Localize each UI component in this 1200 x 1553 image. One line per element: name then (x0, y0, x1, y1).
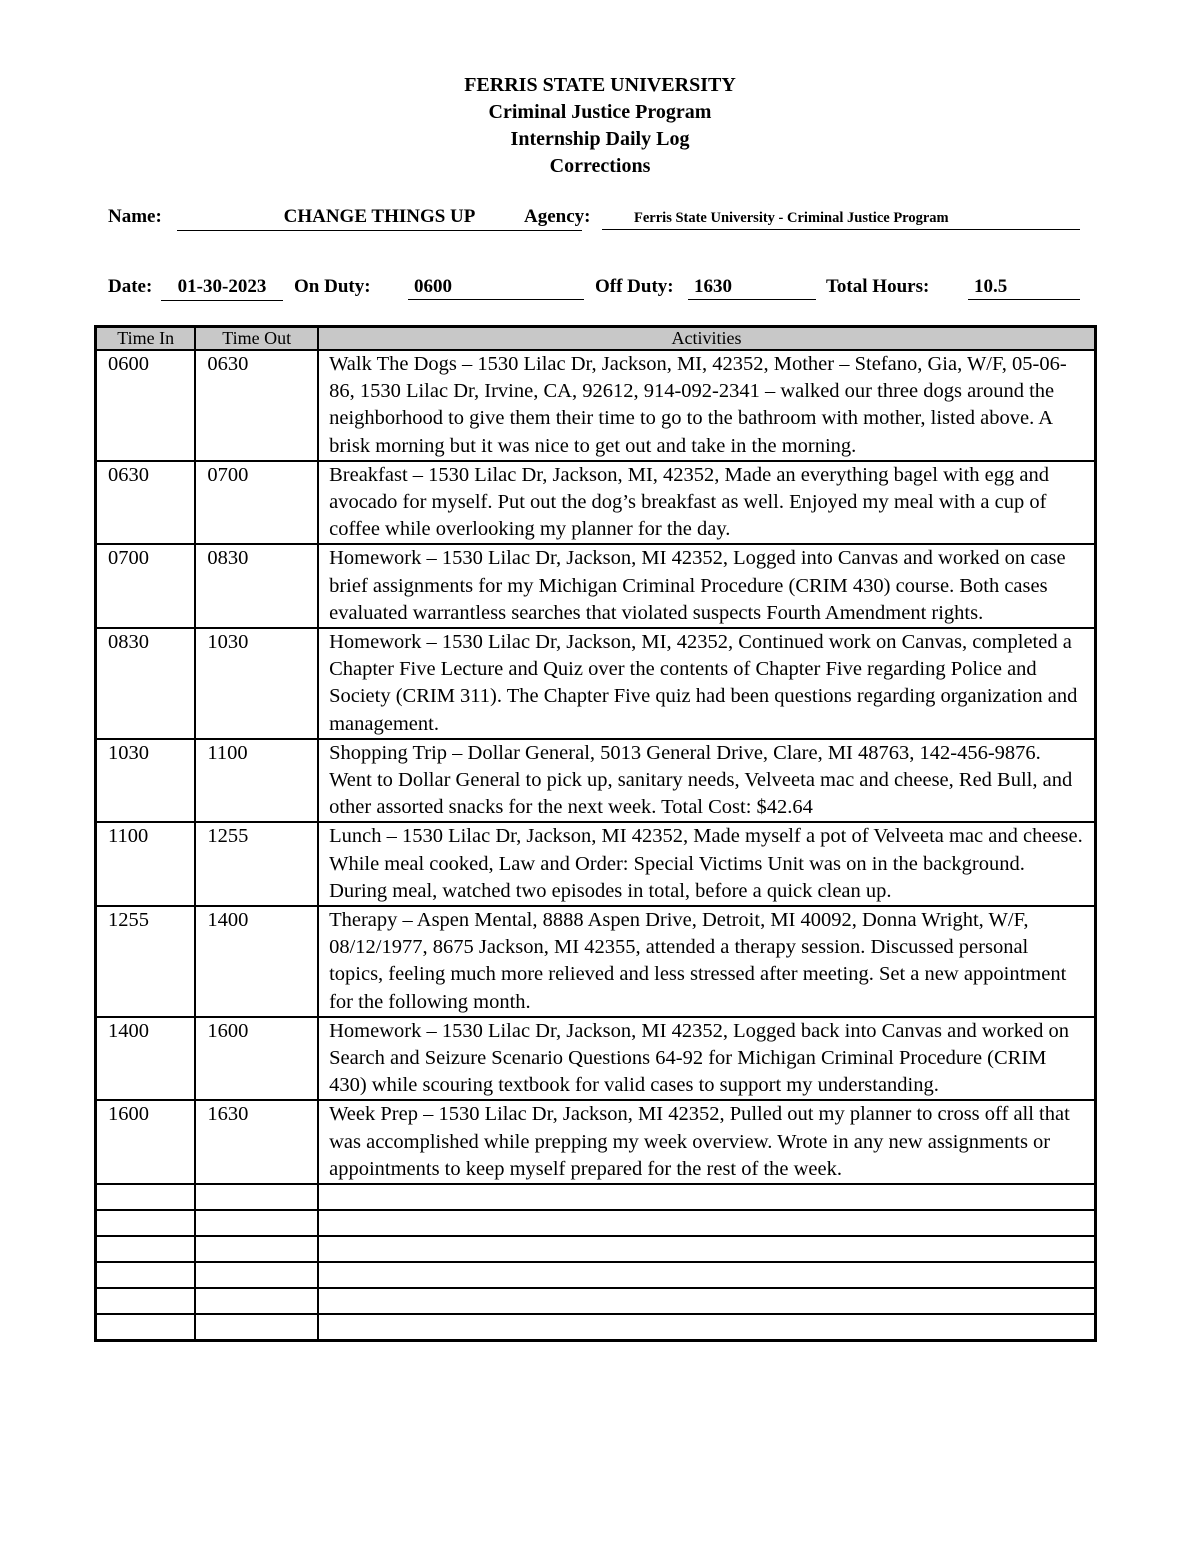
name-label: Name: (108, 206, 162, 227)
time-in-cell[interactable] (96, 1184, 196, 1210)
table-row (96, 739, 1096, 823)
empty-table-row (96, 1184, 1096, 1210)
table-header-row (96, 327, 1096, 351)
time-out-cell[interactable]: 1600 (195, 1017, 318, 1101)
name-field[interactable]: CHANGE THINGS UP (177, 206, 582, 231)
off-duty-label: Off Duty: (595, 276, 674, 297)
unit-title: Corrections (549, 155, 651, 177)
table-row (96, 461, 1096, 545)
time-in-cell[interactable]: 0700 (96, 544, 196, 628)
table-row (96, 350, 1096, 461)
time-in-cell[interactable]: 1255 (96, 906, 196, 1017)
time-in-cell[interactable]: 0630 (96, 461, 196, 545)
on-duty-field[interactable]: 0600 (408, 276, 584, 300)
table-row (96, 906, 1096, 1017)
activity-cell[interactable] (318, 1314, 1095, 1341)
activity-cell[interactable]: Homework – 1530 Lilac Dr, Jackson, MI, 42352, Continued work on Canvas, completed a Chapter Five Lecture and Quiz over the contents of Chapter Five regarding Police and Society (CRIM 311). The Chapter Five quiz had been questions regarding organization and management. (318, 628, 1095, 739)
total-hours-field[interactable]: 10.5 (968, 276, 1080, 300)
time-out-cell[interactable]: 0830 (195, 544, 318, 628)
time-in-cell[interactable]: 0830 (96, 628, 196, 739)
time-in-cell[interactable]: 0600 (96, 350, 196, 461)
log-title: Internship Daily Log (510, 128, 690, 150)
on-duty-label: On Duty: (294, 276, 371, 297)
time-in-cell[interactable] (96, 1288, 196, 1314)
time-in-cell[interactable] (96, 1236, 196, 1262)
date-label: Date: (108, 276, 153, 297)
time-out-cell[interactable]: 0630 (195, 350, 318, 461)
date-field[interactable]: 01-30-2023 (161, 276, 283, 301)
time-out-cell[interactable]: 1100 (195, 739, 318, 823)
table-row (96, 1017, 1096, 1101)
time-out-header: Time Out (195, 327, 318, 351)
empty-table-row (96, 1314, 1096, 1341)
time-in-cell[interactable]: 1400 (96, 1017, 196, 1101)
table-row (96, 822, 1096, 906)
agency-field[interactable]: Ferris State University - Criminal Justice Program (602, 206, 1080, 230)
total-hours-label: Total Hours: (826, 276, 930, 297)
time-out-cell[interactable] (195, 1288, 318, 1314)
program-title: Criminal Justice Program (488, 101, 712, 123)
time-in-cell[interactable]: 1100 (96, 822, 196, 906)
activity-cell[interactable] (318, 1184, 1095, 1210)
time-in-cell[interactable] (96, 1314, 196, 1341)
time-out-cell[interactable] (195, 1262, 318, 1288)
table-row (96, 628, 1096, 739)
empty-table-row (96, 1210, 1096, 1236)
time-out-cell[interactable] (195, 1314, 318, 1341)
activity-cell[interactable]: Shopping Trip – Dollar General, 5013 General Drive, Clare, MI 48763, 142-456-9876. Went to Dollar General to pick up, sanitary needs, Velveeta mac and cheese, Red Bull, and other assorted snacks for the next week. Total Cost: $42.64 (318, 739, 1095, 823)
activity-cell[interactable] (318, 1236, 1095, 1262)
time-in-cell[interactable]: 1600 (96, 1100, 196, 1184)
time-out-cell[interactable]: 1255 (195, 822, 318, 906)
time-out-cell[interactable]: 0700 (195, 461, 318, 545)
activity-cell[interactable]: Homework – 1530 Lilac Dr, Jackson, MI 42352, Logged into Canvas and worked on case brief assignments for my Michigan Criminal Procedure (CRIM 430) course. Both cases evaluated warrantless searches that violated suspects Fourth Amendment rights. (318, 544, 1095, 628)
time-out-cell[interactable]: 1400 (195, 906, 318, 1017)
activity-cell[interactable] (318, 1288, 1095, 1314)
activity-cell[interactable]: Therapy – Aspen Mental, 8888 Aspen Drive, Detroit, MI 40092, Donna Wright, W/F, 08/12/1977, 8675 Jackson, MI 42355, attended a therapy session. Discussed personal topics, feeling much more relieved and less stressed after meeting. Set a new appointment for the following month. (318, 906, 1095, 1017)
time-out-cell[interactable] (195, 1236, 318, 1262)
document-header (0, 72, 1200, 180)
activity-cell[interactable]: Breakfast – 1530 Lilac Dr, Jackson, MI, 42352, Made an everything bagel with egg and avocado for myself. Put out the dog’s breakfast as well. Enjoyed my meal with a cup of coffee while overlooking my planner for the day. (318, 461, 1095, 545)
empty-table-row (96, 1236, 1096, 1262)
time-in-cell[interactable] (96, 1210, 196, 1236)
empty-table-row (96, 1262, 1096, 1288)
time-out-cell[interactable]: 1030 (195, 628, 318, 739)
activity-cell[interactable] (318, 1262, 1095, 1288)
time-in-cell[interactable] (96, 1262, 196, 1288)
time-out-cell[interactable] (195, 1184, 318, 1210)
activity-cell[interactable]: Week Prep – 1530 Lilac Dr, Jackson, MI 42352, Pulled out my planner to cross off all that was accomplished while prepping my week overview. Wrote in any new assignments or appointments to keep myself prepared for the rest of the week. (318, 1100, 1095, 1184)
activity-cell[interactable] (318, 1210, 1095, 1236)
time-in-cell[interactable]: 1030 (96, 739, 196, 823)
activity-cell[interactable]: Lunch – 1530 Lilac Dr, Jackson, MI 42352, Made myself a pot of Velveeta mac and cheese. While meal cooked, Law and Order: Special Victims Unit was on in the background. During meal, watched two episodes in total, before a quick clean up. (318, 822, 1095, 906)
activity-cell[interactable]: Homework – 1530 Lilac Dr, Jackson, MI 42352, Logged back into Canvas and worked on Search and Seizure Scenario Questions 64-92 for Michigan Criminal Procedure (CRIM 430) while scouring textbook for valid cases to support my understanding. (318, 1017, 1095, 1101)
table-row (96, 544, 1096, 628)
time-out-cell[interactable]: 1630 (195, 1100, 318, 1184)
table-row (96, 1100, 1096, 1184)
university-title: FERRIS STATE UNIVERSITY (464, 74, 736, 96)
activities-header: Activities (318, 327, 1095, 351)
agency-label: Agency: (524, 206, 591, 227)
empty-table-row (96, 1288, 1096, 1314)
off-duty-field[interactable]: 1630 (688, 276, 816, 300)
activity-cell[interactable]: Walk The Dogs – 1530 Lilac Dr, Jackson, MI, 42352, Mother – Stefano, Gia, W/F, 05-06-86, 1530 Lilac Dr, Irvine, CA, 92612, 914-092-2341 – walked our three dogs around the neighborhood to give them their time to go to the bathroom with mother, listed above. A brisk morning but it was nice to get out and take in the morning. (318, 350, 1095, 461)
activity-log-table (94, 325, 1097, 1342)
time-out-cell[interactable] (195, 1210, 318, 1236)
time-in-header: Time In (96, 327, 196, 351)
